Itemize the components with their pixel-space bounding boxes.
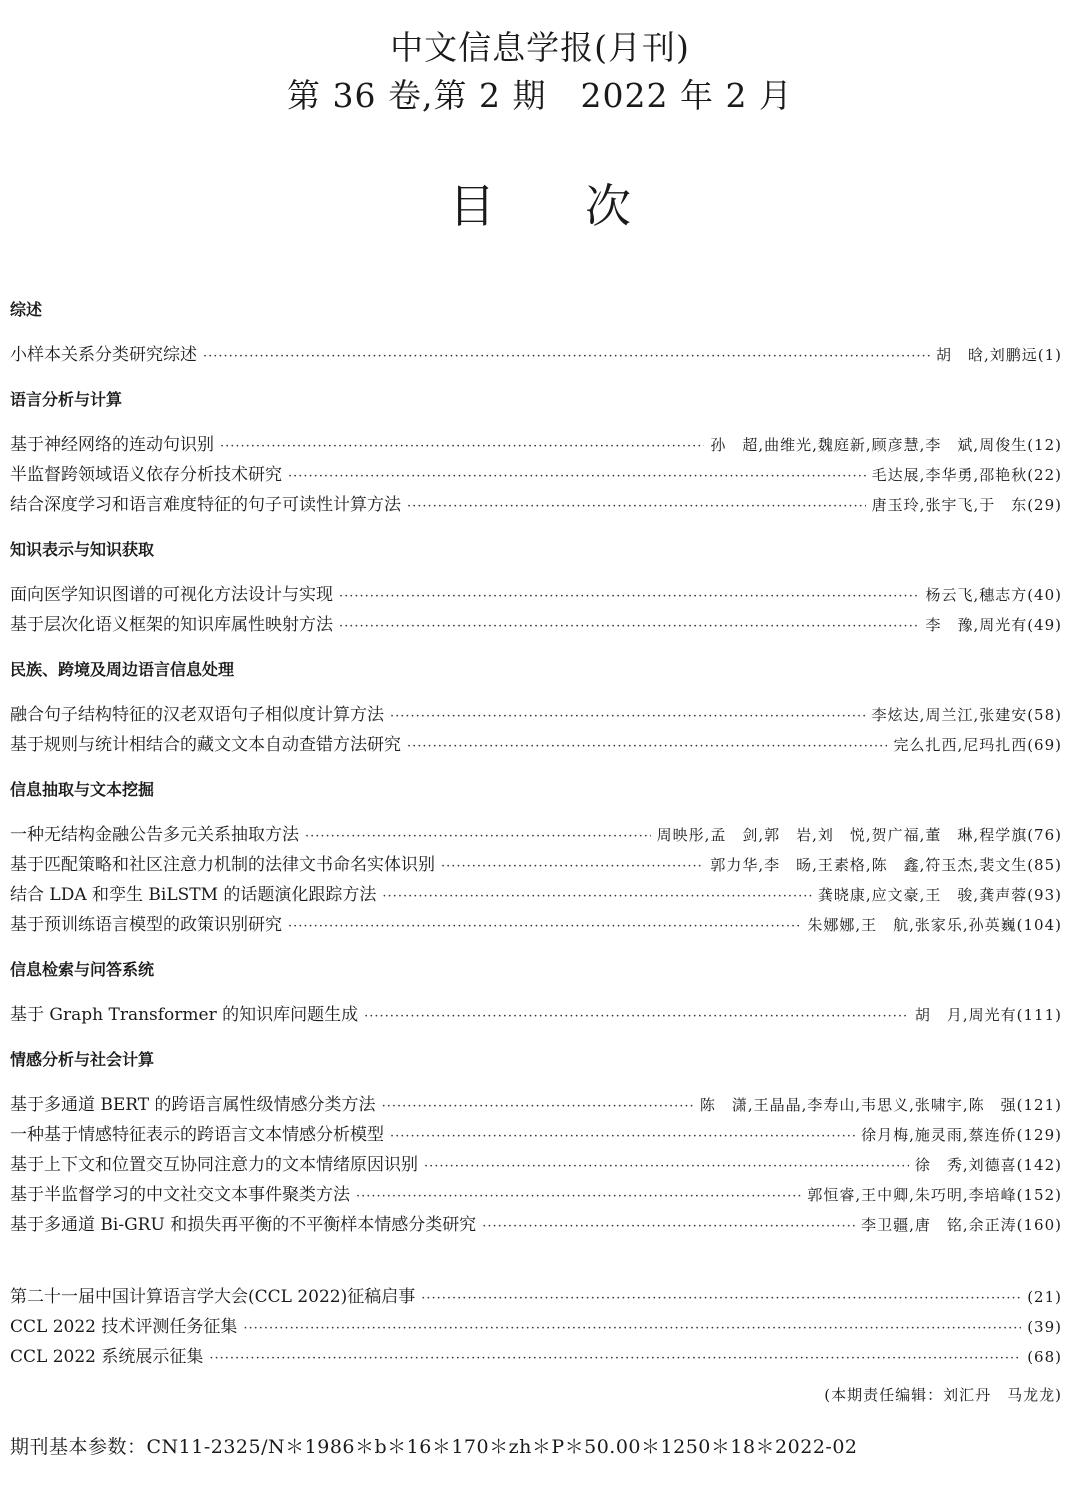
toc-entry[interactable] — [10, 850, 1062, 880]
toc-section — [10, 956, 1062, 1046]
entry-title: 第二十一届中国计算语言学大会(CCL 2022)征稿启事 — [10, 1287, 416, 1307]
issue-info: 第 36 卷,第 2 期 2022 年 2 月 — [287, 76, 793, 115]
dot-leader — [407, 732, 887, 762]
toc-entry[interactable] — [10, 910, 1062, 940]
dot-leader — [220, 432, 704, 462]
entry-authors-page: 胡 晗,刘鹏远(1) — [935, 346, 1062, 364]
dot-leader — [382, 1092, 694, 1122]
dot-leader — [203, 342, 930, 372]
toc-entry[interactable] — [10, 880, 1062, 910]
entry-authors-page: 郭恒睿,王中卿,朱巧明,李培峰(152) — [807, 1186, 1062, 1204]
entry-page: (21) — [1027, 1288, 1062, 1306]
dot-leader — [364, 1002, 909, 1032]
dot-leader — [441, 852, 704, 882]
toc-entry[interactable] — [10, 700, 1062, 730]
entry-title: 小样本关系分类研究综述 — [10, 345, 197, 365]
entry-authors-page: 孙 超,曲维光,魏庭新,顾彦慧,李 斌,周俊生(12) — [710, 436, 1062, 454]
section-heading: 语言分析与计算 — [10, 390, 123, 409]
toc-entry[interactable] — [10, 490, 1062, 520]
section-heading: 信息检索与问答系统 — [10, 960, 155, 979]
toc-entry[interactable] — [10, 580, 1062, 610]
toc-section — [10, 296, 1062, 386]
entry-page: (39) — [1027, 1318, 1062, 1336]
entry-title: 基于预训练语言模型的政策识别研究 — [10, 915, 282, 935]
entry-authors-page: 周映彤,孟 剑,郭 岩,刘 悦,贺广福,董 琳,程学旗(76) — [656, 826, 1062, 844]
section-heading: 情感分析与社会计算 — [10, 1050, 155, 1069]
toc-entry[interactable] — [10, 430, 1062, 460]
section-heading: 民族、跨境及周边语言信息处理 — [10, 660, 235, 679]
dot-leader — [390, 1122, 855, 1152]
entry-authors-page: 胡 月,周光有(111) — [914, 1006, 1062, 1024]
dot-leader — [356, 1182, 801, 1212]
editors-note: (本期责任编辑：刘汇丹 马龙龙) — [824, 1386, 1062, 1404]
toc-entry[interactable] — [10, 1000, 1062, 1030]
entry-title: 基于多通道 Bi-GRU 和损失再平衡的不平衡样本情感分类研究 — [10, 1215, 477, 1235]
section-heading: 知识表示与知识获取 — [10, 540, 155, 559]
entry-title: 基于匹配策略和社区注意力机制的法律文书命名实体识别 — [10, 855, 435, 875]
toc-sections — [10, 296, 1062, 1256]
toc-entry[interactable] — [10, 820, 1062, 850]
entry-title: 基于半监督学习的中文社交文本事件聚类方法 — [10, 1185, 350, 1205]
entry-authors-page: 完么扎西,尼玛扎西(69) — [893, 736, 1062, 754]
entry-title: 基于上下文和位置交互协同注意力的文本情绪原因识别 — [10, 1155, 418, 1175]
toc-section — [10, 386, 1062, 536]
section-heading: 综述 — [10, 300, 43, 319]
dot-leader — [305, 822, 651, 852]
entry-authors-page: 李炫达,周兰江,张建安(58) — [871, 706, 1062, 724]
toc-entry[interactable] — [10, 1180, 1062, 1210]
entry-authors-page: 龚晓康,应文豪,王 骏,龚声蓉(93) — [817, 886, 1062, 904]
entry-authors-page: 陈 潇,王晶晶,李寿山,韦思义,张啸宇,陈 强(121) — [699, 1096, 1062, 1114]
dot-leader — [243, 1314, 1021, 1344]
toc-entry[interactable] — [10, 1090, 1062, 1120]
toc-section — [10, 656, 1062, 776]
toc-section — [10, 536, 1062, 656]
entry-title: 基于层次化语义框架的知识库属性映射方法 — [10, 615, 333, 635]
dot-leader — [288, 462, 866, 492]
toc-entry[interactable] — [10, 1150, 1062, 1180]
entry-authors-page: 杨云飞,穗志方(40) — [925, 586, 1062, 604]
journal-title: 中文信息学报(月刊) — [390, 28, 690, 67]
entry-title: 半监督跨领域语义依存分析技术研究 — [10, 465, 282, 485]
toc-title: 目次 — [449, 179, 721, 233]
entry-authors-page: 毛达展,李华勇,邵艳秋(22) — [871, 466, 1062, 484]
entry-title: 结合深度学习和语言难度特征的句子可读性计算方法 — [10, 495, 401, 515]
entry-authors-page: 徐 秀,刘德喜(142) — [914, 1156, 1062, 1174]
entry-authors-page: 朱娜娜,王 航,张家乐,孙英巍(104) — [807, 916, 1062, 934]
entry-authors-page: 李卫疆,唐 铭,余正涛(160) — [861, 1216, 1062, 1234]
toc-extras — [10, 1282, 1062, 1372]
entry-title: 基于神经网络的连动句识别 — [10, 435, 214, 455]
dot-leader — [482, 1212, 855, 1242]
dot-leader — [339, 582, 919, 612]
toc-entry[interactable] — [10, 1210, 1062, 1240]
entry-title: 结合 LDA 和孪生 BiLSTM 的话题演化跟踪方法 — [10, 885, 377, 905]
toc-section — [10, 776, 1062, 956]
toc-entry[interactable] — [10, 610, 1062, 640]
toc-entry[interactable] — [10, 460, 1062, 490]
entry-authors-page: 唐玉玲,张宇飞,于 东(29) — [871, 496, 1062, 514]
dot-leader — [382, 882, 811, 912]
entry-title: CCL 2022 系统展示征集 — [10, 1347, 204, 1367]
dot-leader — [421, 1284, 1021, 1314]
toc-entry[interactable] — [10, 340, 1062, 370]
entry-authors-page: 郭力华,李 旸,王素格,陈 鑫,符玉杰,裴文生(85) — [710, 856, 1062, 874]
entry-page: (68) — [1027, 1348, 1062, 1366]
toc-section — [10, 1046, 1062, 1256]
extra-entry[interactable] — [10, 1282, 1062, 1312]
entry-title: 基于 Graph Transformer 的知识库问题生成 — [10, 1005, 359, 1025]
table-of-contents — [10, 296, 1062, 1410]
entry-title: 一种无结构金融公告多元关系抽取方法 — [10, 825, 299, 845]
section-heading: 信息抽取与文本挖掘 — [10, 780, 155, 799]
dot-leader — [424, 1152, 909, 1182]
journal-params: 期刊基本参数：CN11-2325/N＊1986＊b＊16＊170＊zh＊P＊50.00＊1250＊18＊2022-02 — [10, 1436, 858, 1458]
entry-title: 面向医学知识图谱的可视化方法设计与实现 — [10, 585, 333, 605]
entry-title: 一种基于情感特征表示的跨语言文本情感分析模型 — [10, 1125, 384, 1145]
extra-entry[interactable] — [10, 1312, 1062, 1342]
toc-entry[interactable] — [10, 730, 1062, 760]
dot-leader — [288, 912, 801, 942]
entry-title: 融合句子结构特征的汉老双语句子相似度计算方法 — [10, 705, 384, 725]
entry-title: CCL 2022 技术评测任务征集 — [10, 1317, 238, 1337]
dot-leader — [339, 612, 919, 642]
entry-title: 基于规则与统计相结合的藏文文本自动查错方法研究 — [10, 735, 401, 755]
toc-entry[interactable] — [10, 1120, 1062, 1150]
dot-leader — [209, 1344, 1021, 1374]
extra-entry[interactable] — [10, 1342, 1062, 1372]
entry-title: 基于多通道 BERT 的跨语言属性级情感分类方法 — [10, 1095, 376, 1115]
entry-authors-page: 李 豫,周光有(49) — [925, 616, 1062, 634]
dot-leader — [390, 702, 866, 732]
dot-leader — [407, 492, 866, 522]
entry-authors-page: 徐月梅,施灵雨,蔡连侨(129) — [861, 1126, 1062, 1144]
